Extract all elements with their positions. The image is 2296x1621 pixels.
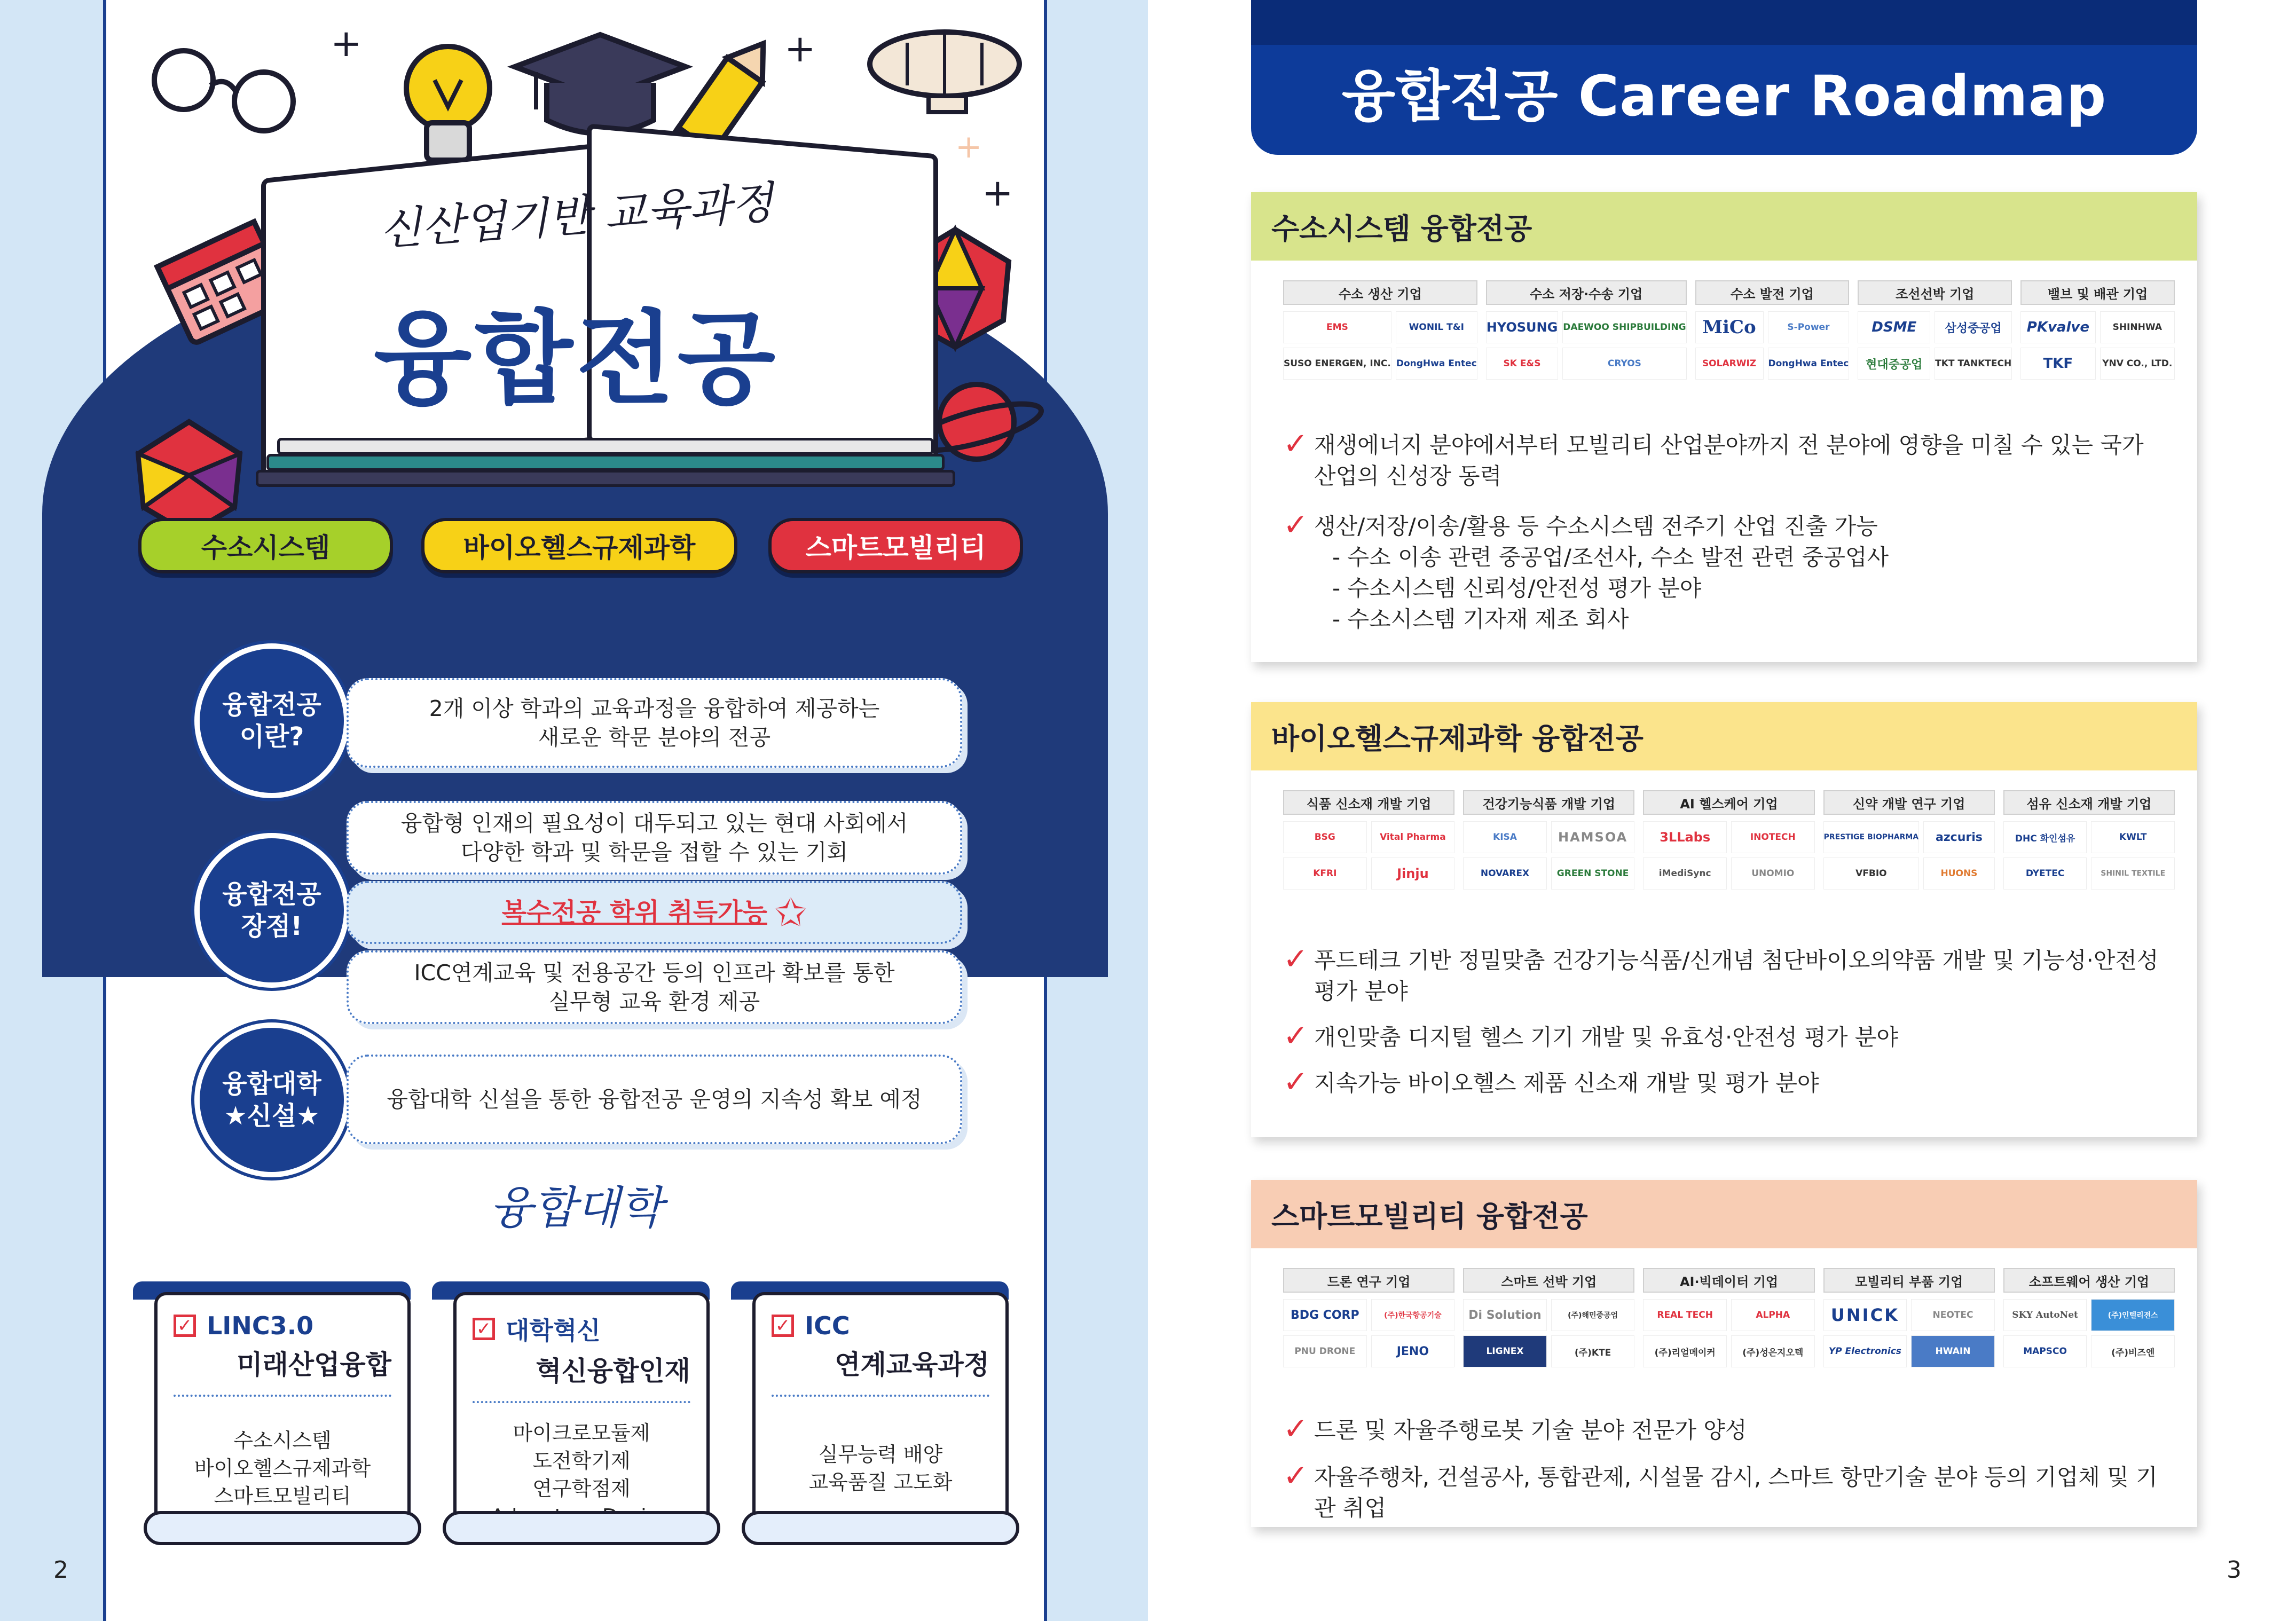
bullet-item xyxy=(1283,942,2169,1007)
company-logo: (주)한국항공기술 xyxy=(1371,1299,1455,1331)
company-logo: BDG CORP xyxy=(1283,1299,1367,1331)
company-logo: (주)해민중공업 xyxy=(1551,1299,1635,1331)
scroll-title-row xyxy=(473,1311,690,1347)
badge-new-college xyxy=(200,1028,344,1172)
category-label: 밸브 및 배관 기업 xyxy=(2020,280,2175,305)
bullet-text: 자율주행차, 건설공사, 통합관제, 시설물 감시, 스마트 항만기술 분야 등의 기업체 및 기관 취업 xyxy=(1314,1464,2158,1521)
logo-column xyxy=(2020,280,2175,380)
company-logo: 현대중공업 xyxy=(1858,348,1930,380)
company-logo: SHINHWA xyxy=(2100,311,2175,343)
logo-cells xyxy=(2003,1299,2175,1367)
bullet-list xyxy=(1283,427,2169,654)
bubble-line: 실무형 교육 환경 제공 xyxy=(548,989,760,1014)
logo-column xyxy=(1283,790,1454,890)
scroll-lines xyxy=(756,1441,1005,1496)
badge-line: 융합대학 xyxy=(222,1069,321,1099)
logo-cells xyxy=(1858,311,2012,380)
company-logo: HUONS xyxy=(1923,857,1995,890)
checkbox-icon: ✓ xyxy=(473,1318,495,1340)
scroll-body xyxy=(453,1292,710,1527)
logo-grid xyxy=(1283,790,2175,890)
check-icon: ✓ xyxy=(1283,1065,1308,1099)
category-label: 모빌리티 부품 기업 xyxy=(1823,1268,1995,1293)
logo-cells xyxy=(1695,311,1850,380)
company-logo: (주)KTE xyxy=(1551,1335,1635,1367)
scroll-line: 스마트모빌리티 xyxy=(214,1484,351,1508)
company-logo: SHINIL TEXTILE xyxy=(2091,857,2175,890)
scroll-innovation xyxy=(432,1281,720,1548)
category-label: 소프트웨어 생산 기업 xyxy=(2003,1268,2175,1293)
company-logo: PKvalve xyxy=(2020,311,2095,343)
company-logo: HYOSUNG xyxy=(1486,311,1559,343)
section-title: 바이오헬스규제과학 융합전공 xyxy=(1271,721,1644,756)
category-label: 스마트 선박 기업 xyxy=(1463,1268,1634,1293)
bullet-subitem: - 수소시스템 기자재 제조 회사 xyxy=(1332,606,1629,632)
category-label: AI 헬스케어 기업 xyxy=(1643,790,1814,815)
company-logo: SUSO ENERGEN, INC. xyxy=(1283,348,1391,380)
logo-columns xyxy=(1283,1268,2175,1367)
badge-line: 융합전공 xyxy=(222,690,321,720)
bullet-text: 개인맞춤 디지털 헬스 기기 개발 및 유효성·안전성 평가 분야 xyxy=(1314,1024,1898,1050)
bubble-merit-double-major xyxy=(347,881,962,944)
bubble-line: 융합형 인재의 필요성이 대두되고 있는 현대 사회에서 xyxy=(400,810,908,836)
logo-columns xyxy=(1283,790,2175,890)
company-logo: PNU DRONE xyxy=(1283,1335,1367,1367)
track-pill-biohealth: 바이오헬스규제과학 xyxy=(421,518,737,573)
bullet-text: 지속가능 바이오헬스 제품 신소재 개발 및 평가 분야 xyxy=(1314,1070,1819,1096)
logo-cells xyxy=(1823,821,1995,890)
title-banner-strip xyxy=(1251,0,2197,45)
company-logo: (주)인텔리전스 xyxy=(2091,1299,2175,1331)
scroll-line: 교육품질 고도화 xyxy=(808,1470,953,1494)
badge-line: 융합전공 xyxy=(222,879,321,909)
company-logo: Di Solution xyxy=(1463,1299,1547,1331)
company-logo: HAMSOA xyxy=(1551,821,1635,853)
logo-column xyxy=(2003,790,2175,890)
scroll-line: 마이크로모듈제 xyxy=(513,1421,650,1445)
bullet-item xyxy=(1283,508,2169,635)
logo-column xyxy=(1823,790,1995,890)
company-logo: EMS xyxy=(1283,311,1391,343)
scroll-body xyxy=(154,1292,411,1527)
check-icon: ✓ xyxy=(1283,1459,1308,1493)
bubble-line: 융합대학 신설을 통한 융합전공 운영의 지속성 확보 예정 xyxy=(387,1087,922,1112)
logo-columns xyxy=(1283,280,2175,380)
scroll-subtitle: 혁신융합인재 xyxy=(536,1356,690,1387)
category-label: 수소 저장·수송 기업 xyxy=(1486,280,1687,305)
scroll-icc xyxy=(731,1281,1019,1548)
company-logo: REAL TECH xyxy=(1643,1299,1727,1331)
bubble-merit-infrastructure xyxy=(347,950,962,1024)
scroll-body xyxy=(752,1292,1009,1527)
company-logo: DYETEC xyxy=(2003,857,2087,890)
bullet-item xyxy=(1283,1065,2169,1099)
bullet-subitem: - 수소시스템 신뢰성/안전성 평가 분야 xyxy=(1332,575,1702,601)
blimp-icon xyxy=(864,21,1035,123)
logo-cells xyxy=(1283,311,1477,380)
bullet-text: 재생에너지 분야에서부터 모빌리티 산업분야까지 전 분야에 영향을 미칠 수 있는 국가 산업의 신성장 동력 xyxy=(1314,432,2144,489)
section-heading xyxy=(1251,1180,2197,1248)
category-label: 조선선박 기업 xyxy=(1858,280,2012,305)
scroll-line: 실무능력 배양 xyxy=(818,1443,943,1466)
bullet-list xyxy=(1283,942,2169,1118)
company-logo: (주)성은지오텍 xyxy=(1731,1335,1815,1367)
company-logo: GREEN STONE xyxy=(1551,857,1635,890)
bullet-text: 드론 및 자율주행로봇 기술 분야 전문가 양성 xyxy=(1314,1417,1747,1443)
category-label: AI·빅데이터 기업 xyxy=(1643,1268,1814,1293)
page-number-left: 2 xyxy=(53,1556,68,1584)
logo-cells xyxy=(1463,1299,1634,1367)
company-logo: ALPHA xyxy=(1731,1299,1815,1331)
page-number-right: 3 xyxy=(2227,1556,2242,1584)
scroll-bottom-roll xyxy=(144,1511,421,1545)
scroll-line: 연구학점제 xyxy=(532,1477,631,1500)
logo-column xyxy=(1823,1268,1995,1367)
sparkle-icon: + xyxy=(784,27,816,70)
bubble-line: 새로운 학문 분야의 전공 xyxy=(538,725,771,750)
left-page xyxy=(103,0,1047,1621)
bullet-item xyxy=(1283,1412,2169,1446)
section-heading xyxy=(1251,702,2197,770)
scroll-divider xyxy=(174,1395,391,1397)
hero-illustration xyxy=(106,0,1044,609)
company-logo: WONIL T&I xyxy=(1396,311,1477,343)
category-label: 건강기능식품 개발 기업 xyxy=(1463,790,1634,815)
company-logo: UNOMIO xyxy=(1731,857,1815,890)
logo-column xyxy=(1463,790,1634,890)
scroll-header xyxy=(756,1295,1005,1397)
company-logo: NOVAREX xyxy=(1463,857,1547,890)
company-logo: 삼성중공업 xyxy=(1935,311,2012,343)
bullet-text: 푸드테크 기반 정밀맞춤 건강기능식품/신개념 첨단바이오의약품 개발 및 기능성·안전성 평가 분야 xyxy=(1314,947,2159,1004)
company-logo: Vital Pharma xyxy=(1371,821,1455,853)
badge-line: 장점! xyxy=(241,911,303,941)
scroll-title-row xyxy=(174,1311,391,1340)
scroll-subtitle: 미래산업융합 xyxy=(237,1349,391,1380)
company-logo: DSME xyxy=(1858,311,1930,343)
logo-column xyxy=(1283,1268,1454,1367)
check-icon: ✓ xyxy=(1283,942,1308,977)
category-label: 수소 발전 기업 xyxy=(1695,280,1850,305)
scroll-divider xyxy=(772,1395,989,1397)
track-pill-hydrogen: 수소시스템 xyxy=(138,518,393,573)
company-logo: JENO xyxy=(1371,1335,1455,1367)
category-label: 섬유 신소재 개발 기업 xyxy=(2003,790,2175,815)
bullet-content xyxy=(1314,511,1889,635)
logo-cells xyxy=(1823,1299,1995,1367)
scroll-line: 바이오헬스규제과학 xyxy=(194,1457,371,1480)
badge-merit xyxy=(200,838,344,982)
company-logo: SK E&S xyxy=(1486,348,1559,380)
scroll-line: 도전학기제 xyxy=(532,1449,631,1473)
logo-column xyxy=(1486,280,1687,380)
company-logo: TKT TANKTECH xyxy=(1935,348,2012,380)
company-logo: DongHwa Entec xyxy=(1768,348,1850,380)
category-label: 식품 신소재 개발 기업 xyxy=(1283,790,1454,815)
sparkle-icon: + xyxy=(331,21,362,65)
scroll-header xyxy=(457,1295,706,1403)
logo-cells xyxy=(2003,821,2175,890)
scroll-lines xyxy=(158,1427,407,1510)
company-logo: (주)비즈엔 xyxy=(2091,1335,2175,1367)
company-logo: S-Power xyxy=(1768,311,1850,343)
hero-handwritten-subtitle: 신산업기반 교육과정 xyxy=(378,177,775,256)
checkbox-icon: ✓ xyxy=(174,1315,196,1337)
logo-column xyxy=(1695,280,1850,380)
company-logo: YP Electronics xyxy=(1823,1335,1907,1367)
company-logo: KISA xyxy=(1463,821,1547,853)
company-logo: KFRI xyxy=(1283,857,1367,890)
company-logo: CRYOS xyxy=(1562,348,1686,380)
section-hydrogen xyxy=(1251,192,2197,662)
badge-line: ★신설★ xyxy=(224,1101,320,1131)
company-logo: BSG xyxy=(1283,821,1367,853)
company-logo: DHC 화인섬유 xyxy=(2003,821,2087,853)
logo-cells xyxy=(1283,1299,1454,1367)
section-heading xyxy=(1251,192,2197,261)
company-logo: Jinju xyxy=(1371,857,1455,890)
bubble-line: ICC연계교육 및 전용공간 등의 인프라 확보를 통한 xyxy=(414,960,895,986)
book-edge xyxy=(266,454,945,471)
logo-cells xyxy=(1283,821,1454,890)
scroll-subtitle: 연계교육과정 xyxy=(835,1349,989,1380)
logo-column xyxy=(1858,280,2012,380)
category-label: 신약 개발 연구 기업 xyxy=(1823,790,1995,815)
bubble-new-college xyxy=(347,1055,962,1144)
check-icon: ✓ xyxy=(1283,427,1308,461)
logo-column xyxy=(1283,280,1477,380)
check-icon: ✓ xyxy=(1283,1019,1308,1053)
sparkle-icon: + xyxy=(955,128,982,166)
bubble-merit-opportunity xyxy=(347,801,962,875)
company-logo: MAPSCO xyxy=(2003,1335,2087,1367)
bullet-list xyxy=(1283,1412,2169,1543)
scroll-divider xyxy=(473,1401,690,1403)
logo-cells xyxy=(2020,311,2175,380)
double-major-highlight: 복수전공 학위 취득가능 xyxy=(501,898,767,927)
logo-cells xyxy=(1463,821,1634,890)
logo-cells xyxy=(1486,311,1687,380)
bubble-line: 다양한 학과 및 학문을 접할 수 있는 기회 xyxy=(461,839,848,865)
glasses-icon xyxy=(133,43,314,133)
check-icon: ✓ xyxy=(1283,508,1308,542)
company-logo: iMediSync xyxy=(1643,857,1727,890)
section-title: 스마트모빌리티 융합전공 xyxy=(1271,1199,1588,1233)
bullet-subitem: - 수소 이송 관련 중공업/조선사, 수소 발전 관련 중공업사 xyxy=(1332,544,1889,570)
bullet-item xyxy=(1283,427,2169,492)
section-title: 수소시스템 융합전공 xyxy=(1271,211,1532,246)
track-pill-mobility: 스마트모빌리티 xyxy=(768,518,1023,573)
logo-grid xyxy=(1283,1268,2175,1367)
logo-column xyxy=(1643,1268,1814,1367)
logo-column xyxy=(1643,790,1814,890)
section-biohealth xyxy=(1251,702,2197,1137)
scroll-title-row xyxy=(772,1311,989,1340)
logo-column xyxy=(2003,1268,2175,1367)
bubble-definition xyxy=(347,678,962,768)
bullet-text: 생산/저장/이송/활용 등 수소시스템 전주기 산업 진출 가능 xyxy=(1314,513,1878,539)
scroll-line: 수소시스템 xyxy=(233,1429,332,1452)
logo-cells xyxy=(1643,821,1814,890)
company-logo: azcuris xyxy=(1923,821,1995,853)
bubble-line: 2개 이상 학과의 교육과정을 융합하여 제공하는 xyxy=(429,696,880,721)
company-logo: HWAIN xyxy=(1911,1335,1995,1367)
hero-title: 융합전공 xyxy=(373,300,779,418)
company-logo: TKF xyxy=(2020,348,2095,380)
company-logo: PRESTIGE BIOPHARMA xyxy=(1823,821,1920,853)
check-icon: ✓ xyxy=(1283,1412,1308,1446)
company-logo: SKY AutoNet xyxy=(2003,1299,2087,1331)
sparkle-icon: + xyxy=(982,171,1013,215)
scroll-header xyxy=(158,1295,407,1397)
company-logo: NEOTEC xyxy=(1911,1299,1995,1331)
badge-what-is xyxy=(200,649,344,793)
section-mobility xyxy=(1251,1180,2197,1527)
company-logo: DAEWOO SHIPBUILDING xyxy=(1562,311,1686,343)
company-logo: (주)리얼메이커 xyxy=(1643,1335,1727,1367)
scroll-title: ICC xyxy=(805,1311,850,1340)
company-logo: DongHwa Entec xyxy=(1396,348,1477,380)
scroll-linc xyxy=(133,1281,421,1548)
logo-grid xyxy=(1283,280,2175,380)
badge-line: 이란? xyxy=(239,722,304,752)
checkbox-icon: ✓ xyxy=(772,1315,794,1337)
company-logo: MiCo xyxy=(1695,311,1764,343)
company-logo: SOLARWIZ xyxy=(1695,348,1764,380)
scroll-title: 대학혁신 xyxy=(506,1316,601,1345)
company-logo: VFBIO xyxy=(1823,857,1920,890)
bullet-item xyxy=(1283,1019,2169,1053)
scroll-title: LINC3.0 xyxy=(207,1311,314,1340)
company-logo: LIGNEX xyxy=(1463,1335,1547,1367)
company-logo: YNV CO., LTD. xyxy=(2100,348,2175,380)
company-logo: UNICK xyxy=(1823,1299,1907,1331)
scroll-bottom-roll xyxy=(443,1511,720,1545)
book-edge xyxy=(277,438,934,455)
book-edge xyxy=(256,470,955,487)
category-label: 수소 생산 기업 xyxy=(1283,280,1477,305)
star-icon: ✩ xyxy=(774,890,807,935)
scroll-bottom-roll xyxy=(742,1511,1019,1545)
page-title: 융합전공 Career Roadmap xyxy=(1341,64,2107,129)
company-logo: KWLT xyxy=(2091,821,2175,853)
logo-column xyxy=(1463,1268,1634,1367)
category-label: 드론 연구 기업 xyxy=(1283,1268,1454,1293)
college-handwritten-title: 융합대학 xyxy=(489,1182,663,1234)
company-logo: 3LLabs xyxy=(1643,821,1727,853)
company-logo: INOTECH xyxy=(1731,821,1815,853)
logo-cells xyxy=(1643,1299,1814,1367)
bullet-item xyxy=(1283,1459,2169,1524)
